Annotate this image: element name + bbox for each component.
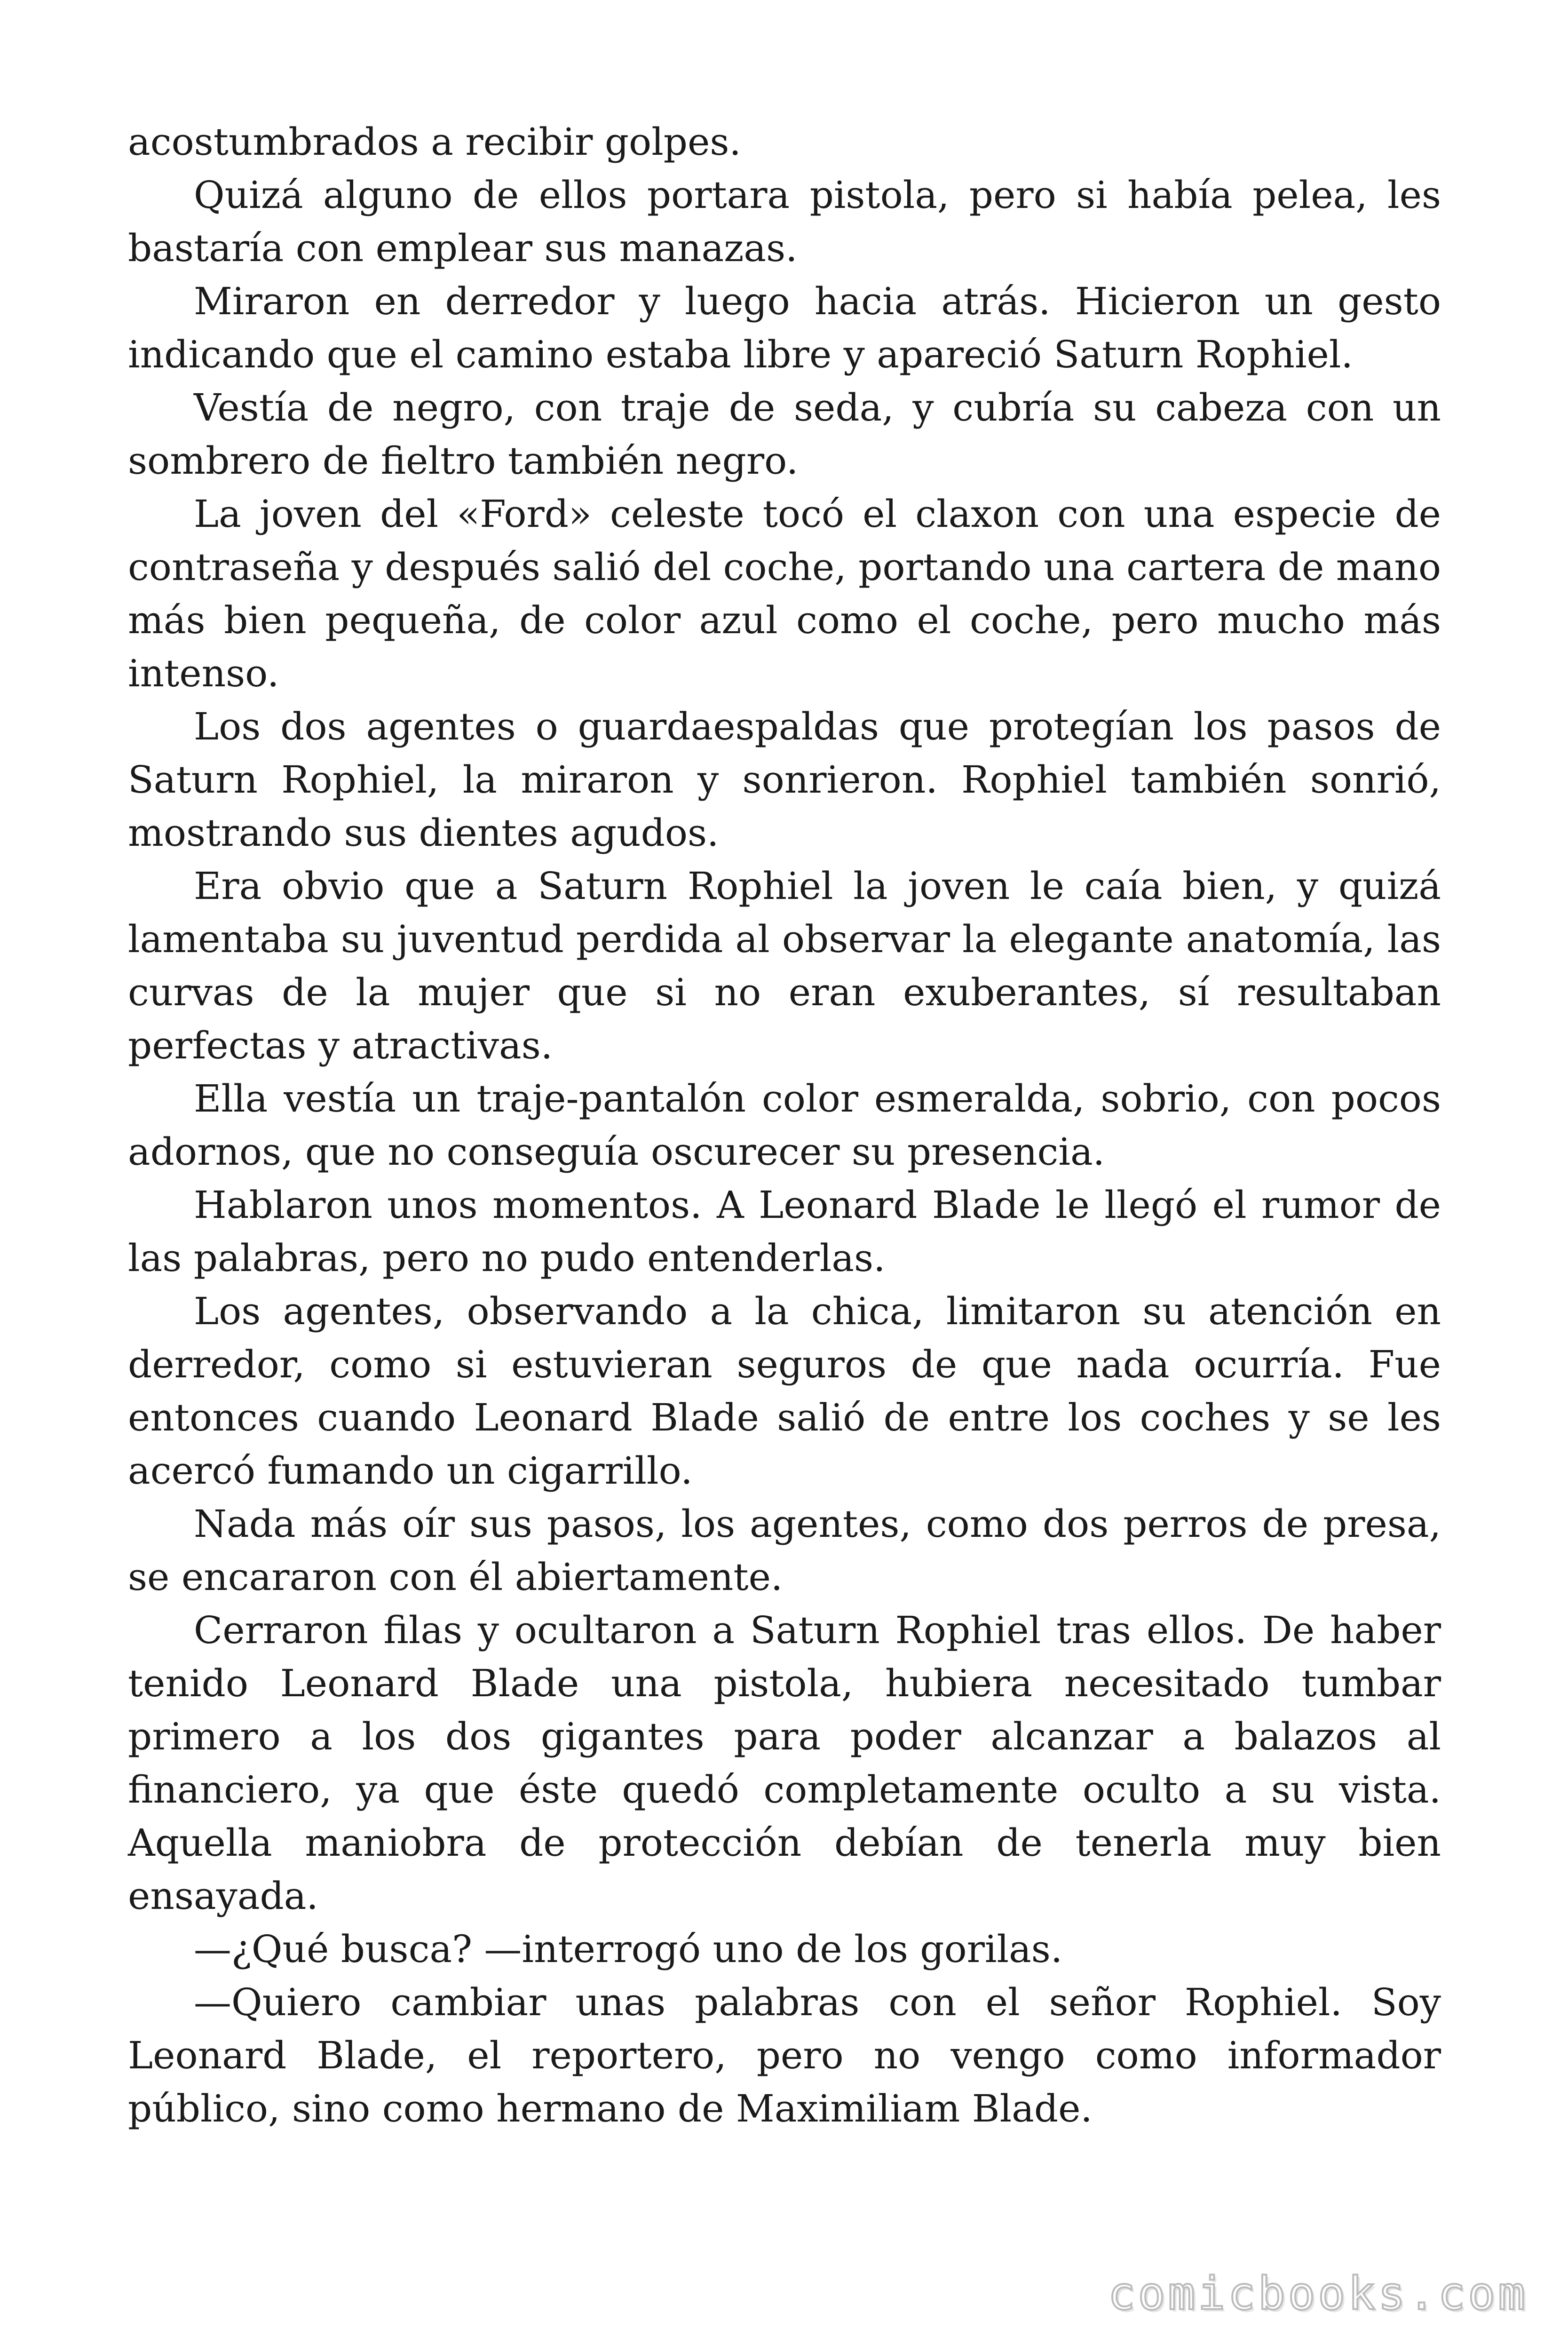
paragraph: —Quiero cambiar unas palabras con el señor Rophiel. Soy Leonard Blade, el reportero, pero no vengo como informador público, sino como hermano de Maximiliam Blade.	[128, 1980, 1441, 2130]
paragraph: Nada más oír sus pasos, los agentes, como dos perros de presa, se encararon con él abiertamente.	[128, 1502, 1441, 1599]
paragraph: Ella vestía un traje-pantalón color esmeralda, sobrio, con pocos adornos, que no conseguía oscurecer su presencia.	[128, 1077, 1441, 1174]
paragraph: Cerraron filas y ocultaron a Saturn Rophiel tras ellos. De haber tenido Leonard Blade una pistola, hubiera necesitado tumbar primero a los dos gigantes para poder alcanzar a balazos al financiero, ya que éste quedó completamente oculto a su vista. Aquella maniobra de protección debían de tenerla muy bien ensayada.	[128, 1608, 1441, 1918]
paragraph: Miraron en derredor y luego hacia atrás. Hicieron un gesto indicando que el camino estaba libre y apareció Saturn Rophiel.	[128, 279, 1441, 376]
paragraph: Hablaron unos momentos. A Leonard Blade le llegó el rumor de las palabras, pero no pudo entenderlas.	[128, 1183, 1441, 1280]
paragraph: Era obvio que a Saturn Rophiel la joven le caía bien, y quizá lamentaba su juventud perdida al observar la elegante anatomía, las curvas de la mujer que si no eran exuberantes, sí resultaban perfectas y atractivas.	[128, 864, 1441, 1067]
watermark-text: comicbooks.com	[1108, 2267, 1528, 2320]
paragraph: Los agentes, observando a la chica, limitaron su atención en derredor, como si estuvieran seguros de que nada ocurría. Fue entonces cuando Leonard Blade salió de entre los coches y se les acercó fumando un cigarrillo.	[128, 1289, 1441, 1493]
paragraph: Vestía de negro, con traje de seda, y cubría su cabeza con un sombrero de fieltro también negro.	[128, 386, 1441, 483]
paragraph: Los dos agentes o guardaespaldas que protegían los pasos de Saturn Rophiel, la miraron y sonrieron. Rophiel también sonrió, mostrando sus dientes agudos.	[128, 705, 1441, 855]
paragraph: acostumbrados a recibir golpes.	[128, 120, 741, 164]
paragraph: La joven del «Ford» celeste tocó el claxon con una especie de contraseña y después salió del coche, portando una cartera de mano más bien pequeña, de color azul como el coche, pero mucho más intenso.	[128, 492, 1441, 695]
paragraph: —¿Qué busca? —interrogó uno de los gorilas.	[194, 1927, 1063, 1971]
paragraph: Quizá alguno de ellos portara pistola, pero si había pelea, les bastaría con emplear sus manazas.	[128, 173, 1441, 270]
page-body	[128, 115, 1441, 2135]
